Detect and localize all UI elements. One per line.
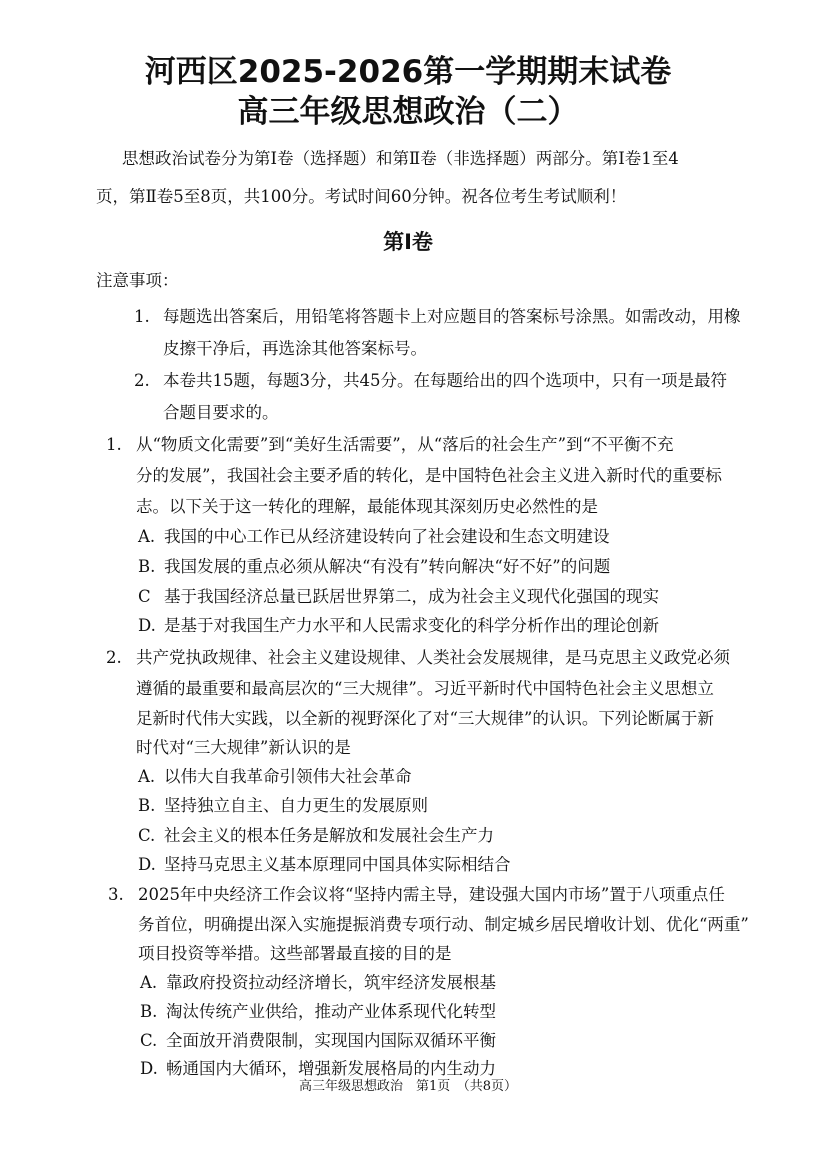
question-stem-line: 共产党执政规律、社会主义建设规律、人类社会发展规律，是马克思主义政党必须: [136, 648, 730, 667]
option-text: 靠政府投资拉动经济增长，筑牢经济发展根基: [166, 973, 496, 992]
option-text: 坚持独立自主、自力更生的发展原则: [164, 796, 428, 815]
option-text: 全面放开消费限制，实现国内国际双循环平衡: [166, 1031, 496, 1050]
option-text: 我国的中心工作已从经济建设转向了社会建设和生态文明建设: [164, 527, 610, 546]
option-label: D.: [140, 1059, 158, 1078]
notice-item-number: 2.: [134, 371, 150, 390]
notice-item-text: 合题目要求的。: [163, 403, 279, 422]
question-stem-line: 遵循的最重要和最高层次的“三大规律”。习近平新时代中国特色社会主义思想立: [136, 679, 714, 698]
option-text: 以伟大自我革命引领伟大社会革命: [164, 767, 412, 786]
question-number: 2.: [106, 648, 122, 667]
option-text: 坚持马克思主义基本原理同中国具体实际相结合: [164, 855, 511, 874]
option-text: 我国发展的重点必须从解决“有没有”转向解决“好不好”的问题: [164, 557, 611, 576]
option-text: 畅通国内大循环，增强新发展格局的内生动力: [166, 1059, 496, 1078]
option-text: 社会主义的根本任务是解放和发展社会生产力: [164, 826, 494, 845]
option-label: A.: [138, 527, 156, 546]
option-text: 是基于对我国生产力水平和人民需求变化的科学分析作出的理论创新: [164, 616, 659, 635]
notice-heading: 注意事项：: [96, 271, 179, 290]
option-label: B.: [138, 557, 156, 576]
notice-item-number: 1.: [134, 307, 150, 326]
question-stem-line: 足新时代伟大实践，以全新的视野深化了对“三大规律”的认识。下列论断属于新: [136, 709, 714, 728]
question-stem-line: 务首位，明确提出深入实施提振消费专项行动、制定城乡居民增收计划、优化“两重”: [138, 915, 749, 934]
intro-line-2: 页，第Ⅱ卷5至8页，共100分。考试时间60分钟。祝各位考生考试顺利！: [96, 187, 627, 206]
question-number: 3.: [108, 885, 124, 904]
notice-item-text: 每题选出答案后，用铅笔将答题卡上对应题目的答案标号涂黑。如需改动，用橡: [163, 307, 741, 326]
question-stem-line: 从“物质文化需要”到“美好生活需要”，从“落后的社会生产”到“不平衡不充: [136, 435, 674, 454]
option-label: B.: [140, 1002, 158, 1021]
option-text: 基于我国经济总量已跃居世界第二，成为社会主义现代化强国的现实: [164, 587, 659, 606]
option-text: 淘汰传统产业供给，推动产业体系现代化转型: [166, 1002, 496, 1021]
option-label: C: [138, 587, 151, 606]
option-label: A.: [140, 973, 158, 992]
notice-item-text: 本卷共15题，每题3分，共45分。在每题给出的四个选项中，只有一项是最符: [163, 371, 727, 390]
question-stem-line: 志。以下关于这一转化的理解，最能体现其深刻历史必然性的是: [136, 497, 598, 516]
option-label: D.: [138, 855, 156, 874]
question-stem-line: 项目投资等举措。这些部署最直接的目的是: [138, 944, 452, 963]
option-label: C.: [140, 1031, 158, 1050]
option-label: B.: [138, 796, 156, 815]
notice-item-text: 皮擦干净后，再选涂其他答案标号。: [163, 339, 427, 358]
option-label: C.: [138, 826, 156, 845]
question-stem-line: 分的发展”，我国社会主要矛盾的转化，是中国特色社会主义进入新时代的重要标: [136, 466, 722, 485]
question-number: 1.: [106, 435, 122, 454]
intro-line-1: 思想政治试卷分为第Ⅰ卷（选择题）和第Ⅱ卷（非选择题）两部分。第Ⅰ卷1至4: [122, 149, 679, 168]
option-label: D.: [138, 616, 156, 635]
section-title: 第Ⅰ卷: [383, 230, 433, 254]
question-stem-line: 时代对“三大规律”新认识的是: [136, 738, 351, 757]
question-stem-line: 2025年中央经济工作会议将“坚持内需主导，建设强大国内市场”置于八项重点任: [138, 885, 725, 904]
exam-title: 河西区2025-2026第一学期期末试卷: [144, 54, 672, 90]
page-footer: 高三年级思想政治 第1页 （共8页）: [298, 1079, 518, 1094]
option-label: A.: [138, 767, 156, 786]
exam-subtitle: 高三年级思想政治（二）: [237, 94, 579, 130]
